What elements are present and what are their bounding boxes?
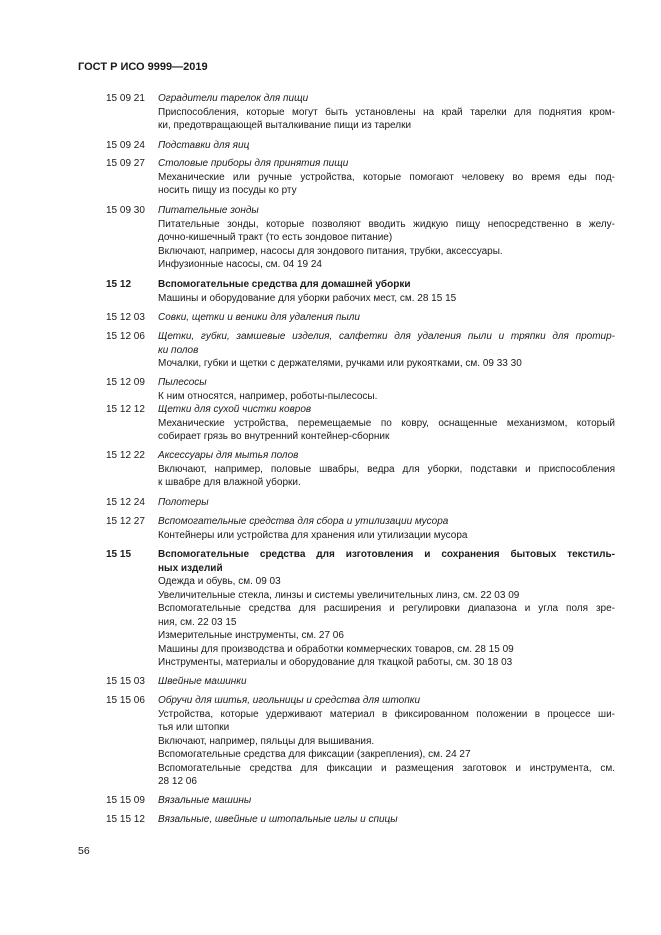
entry-code: 15 12 03 bbox=[106, 312, 145, 323]
entry-line: Измерительные инструменты, см. 27 06 bbox=[158, 630, 344, 641]
entry-title: Вспомогательные средства для сбора и утилизации мусора bbox=[158, 516, 449, 527]
entry-line: Машины для производства и обработки коммерческих товаров, см. 28 15 09 bbox=[158, 643, 514, 655]
entry-line: Включают, например, половые швабры, ведра для уборки, подставки и приспособления bbox=[158, 463, 615, 475]
entry-150921 bbox=[106, 92, 615, 133]
entry-title: Питательные зонды bbox=[158, 205, 259, 216]
entry-line: 28 12 06 bbox=[158, 776, 197, 787]
entry-code: 15 12 22 bbox=[106, 450, 145, 461]
entry-line: Включают, например, насосы для зондового питания, трубки, аксессуары. bbox=[158, 245, 503, 257]
entry-title: Пылесосы bbox=[158, 377, 207, 388]
entry-code: 15 15 03 bbox=[106, 676, 145, 687]
entry-line: Устройства, которые удерживают материал в фиксированном положении в процессе ши- bbox=[158, 708, 615, 720]
entry-title: Обручи для шитья, игольницы и средства для штопки bbox=[158, 695, 421, 706]
entry-code: 15 15 09 bbox=[106, 795, 145, 806]
page-number: 56 bbox=[78, 845, 90, 857]
entry-line: носить пищу из посуды ко рту bbox=[158, 185, 297, 196]
entry-151209 bbox=[106, 376, 615, 403]
entry-line: Вспомогательные средства для фиксации и размещения заготовок и инструмента, см. bbox=[158, 762, 615, 774]
entry-code: 15 15 06 bbox=[106, 695, 145, 706]
entry-title: Оградители тарелок для пищи bbox=[158, 93, 309, 104]
entry-code: 15 12 24 bbox=[106, 497, 145, 508]
entry-title-cont: ки полов bbox=[158, 344, 199, 356]
entry-151512 bbox=[106, 813, 615, 827]
entry-line: Включают, например, пяльцы для вышивания. bbox=[158, 735, 375, 747]
entry-line: собирает грязь во внутренний контейнер-сборник bbox=[158, 431, 390, 442]
entry-code: 15 12 27 bbox=[106, 516, 145, 527]
entry-150927 bbox=[106, 157, 615, 198]
entry-title: Совки, щетки и веники для удаления пыли bbox=[158, 312, 360, 323]
entry-line: Одежда и обувь, см. 09 03 bbox=[158, 576, 281, 587]
entry-151212 bbox=[106, 403, 615, 444]
entry-line: ки, предотвращающей выталкивание пищи из тарелки bbox=[158, 120, 412, 131]
entry-line: Инфузионные насосы, см. 04 19 24 bbox=[158, 259, 322, 270]
entry-150924 bbox=[106, 139, 615, 153]
entry-line: ния, см. 22 03 15 bbox=[158, 616, 237, 628]
entry-code: 15 15 12 bbox=[106, 814, 145, 825]
entry-151206 bbox=[106, 330, 615, 371]
entry-title: Вязальные машины bbox=[158, 795, 252, 806]
entry-151224 bbox=[106, 496, 615, 510]
entry-line: к швабре для влажной уборки. bbox=[158, 477, 301, 488]
entry-code: 15 12 bbox=[106, 279, 132, 290]
entry-line: Питательные зонды, которые позволяют вводить жидкую пищу непосредственно в желу- bbox=[158, 218, 615, 230]
entry-line: Контейнеры или устройства для хранения или утилизации мусора bbox=[158, 529, 468, 541]
entry-title: Щетки, губки, замшевые изделия, салфетки для удаления пыли и тряпки для протир- bbox=[158, 331, 615, 342]
document-header: ГОСТ Р ИСО 9999—2019 bbox=[78, 61, 208, 73]
entry-code: 15 15 bbox=[106, 549, 132, 560]
entry-line: тья или штопки bbox=[158, 722, 230, 733]
entry-title-cont: ных изделий bbox=[158, 562, 223, 574]
entry-code: 15 09 30 bbox=[106, 205, 145, 216]
entry-line: Машины и оборудование для уборки рабочих мест, см. 28 15 15 bbox=[158, 292, 457, 304]
entry-title: Аксессуары для мытья полов bbox=[158, 450, 299, 461]
entry-title: Вспомогательные средства для изготовления и сохранения бытовых текстиль- bbox=[158, 549, 615, 560]
entry-code: 15 12 09 bbox=[106, 377, 145, 388]
entry-code: 15 12 06 bbox=[106, 331, 145, 342]
entry-line: Увеличительные стекла, линзы и системы увеличительных линз, см. 22 03 09 bbox=[158, 589, 520, 601]
entry-title: Вязальные, швейные и штопальные иглы и спицы bbox=[158, 814, 398, 825]
entry-line: Механические устройства, перемещаемые по ковру, оснащенные механизмом, который bbox=[158, 417, 615, 429]
entry-151203 bbox=[106, 311, 615, 325]
entry-151503 bbox=[106, 675, 615, 689]
entry-line: К ним относятся, например, роботы-пылесосы. bbox=[158, 390, 378, 402]
entry-code: 15 12 12 bbox=[106, 404, 145, 415]
entry-151509 bbox=[106, 794, 615, 808]
entry-title: Полотеры bbox=[158, 497, 209, 508]
entry-line: дочно-кишечный тракт (то есть зондовое питание) bbox=[158, 232, 393, 243]
entry-line: Приспособления, которые могут быть установлены на край тарелки для поднятия кром- bbox=[158, 106, 615, 118]
entry-line: Вспомогательные средства для расширения и регулировки диапазона и угла поля зре- bbox=[158, 603, 615, 614]
entry-151506 bbox=[106, 694, 615, 789]
entry-title: Подставки для яиц bbox=[158, 140, 250, 151]
entry-1515 bbox=[106, 548, 615, 670]
entry-title: Щетки для сухой чистки ковров bbox=[158, 404, 312, 415]
entry-151227 bbox=[106, 515, 615, 542]
entry-line: Мочалки, губки и щетки с держателями, ручками или рукоятками, см. 09 33 30 bbox=[158, 358, 522, 369]
entry-title: Вспомогательные средства для домашней уборки bbox=[158, 279, 411, 290]
entry-title: Столовые приборы для принятия пищи bbox=[158, 158, 349, 169]
entry-151222 bbox=[106, 449, 615, 490]
entry-line: Механические или ручные устройства, которые помогают человеку во время еды под- bbox=[158, 171, 615, 183]
entry-title: Швейные машинки bbox=[158, 676, 247, 687]
entry-1512 bbox=[106, 278, 615, 305]
entry-line: Инструменты, материалы и оборудование для ткацкой работы, см. 30 18 03 bbox=[158, 657, 513, 668]
entry-line: Вспомогательные средства для фиксации (закрепления), см. 24 27 bbox=[158, 749, 471, 760]
entry-code: 15 09 24 bbox=[106, 140, 145, 151]
entry-code: 15 09 21 bbox=[106, 93, 145, 104]
entry-code: 15 09 27 bbox=[106, 158, 145, 169]
entry-150930 bbox=[106, 204, 615, 272]
